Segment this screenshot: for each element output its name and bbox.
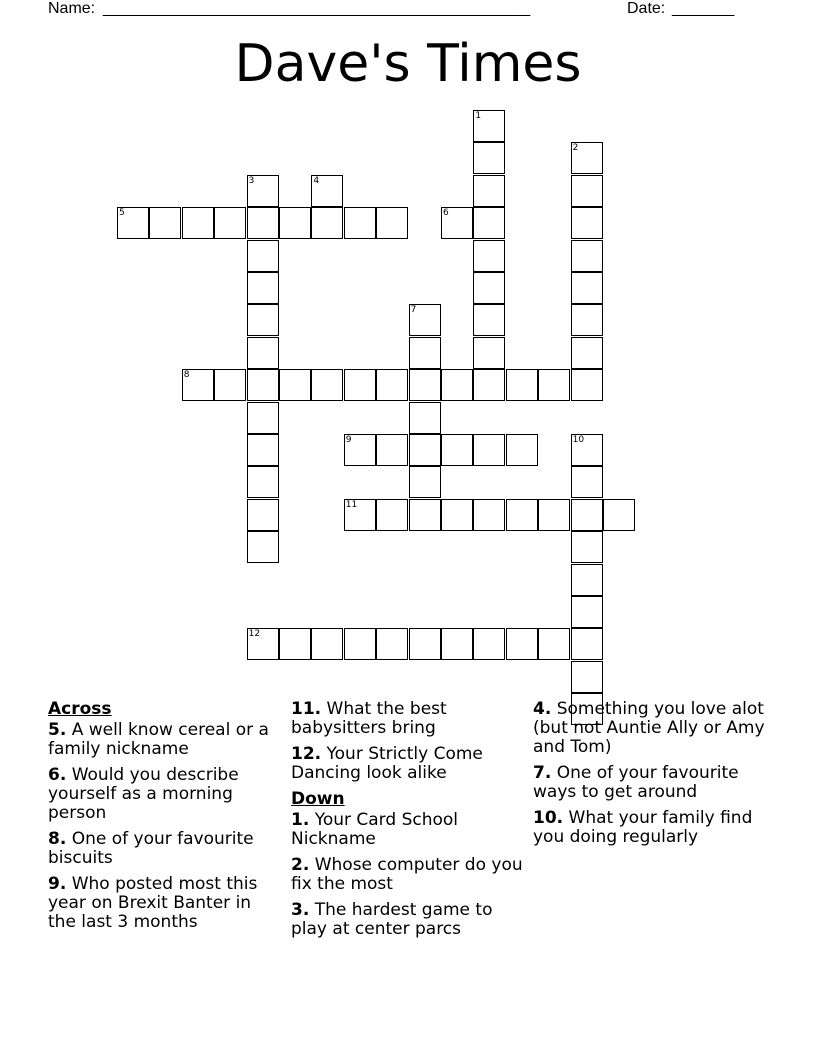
grid-cell[interactable] xyxy=(409,369,441,401)
grid-cell[interactable] xyxy=(376,434,408,466)
grid-cell[interactable] xyxy=(409,337,441,369)
grid-cell[interactable] xyxy=(473,175,505,207)
grid-cell[interactable] xyxy=(182,207,214,239)
cell-number: 6 xyxy=(443,208,449,219)
clue-text: The hardest game to play at center parcs xyxy=(291,900,493,939)
grid-cell[interactable] xyxy=(538,369,570,401)
clue-down-3 xyxy=(291,901,523,939)
grid-cell[interactable] xyxy=(311,369,343,401)
grid-cell[interactable] xyxy=(571,531,603,563)
grid-cell[interactable] xyxy=(571,564,603,596)
grid-cell[interactable] xyxy=(538,499,570,531)
name-label: Name: xyxy=(48,0,96,17)
grid-cell[interactable] xyxy=(247,434,279,466)
cell-number: 12 xyxy=(248,629,261,640)
clue-across-9 xyxy=(48,875,280,932)
grid-cell[interactable] xyxy=(149,207,181,239)
grid-cell[interactable] xyxy=(441,207,473,239)
grid-cell[interactable] xyxy=(247,175,279,207)
clue-number: 9. xyxy=(48,874,67,894)
grid-cell[interactable] xyxy=(376,369,408,401)
grid-cell[interactable] xyxy=(506,434,538,466)
grid-cell[interactable] xyxy=(344,499,376,531)
across-heading: Across xyxy=(48,699,112,719)
grid-cell[interactable] xyxy=(409,466,441,498)
grid-cell[interactable] xyxy=(473,369,505,401)
clues-column-1 xyxy=(48,700,280,939)
grid-cell[interactable] xyxy=(538,628,570,660)
grid-cell[interactable] xyxy=(214,207,246,239)
clue-number: 2. xyxy=(291,855,310,875)
clue-number: 11. xyxy=(291,699,322,719)
cell-number: 4 xyxy=(313,175,320,186)
grid-cell[interactable] xyxy=(441,628,473,660)
cell-number: 8 xyxy=(183,370,190,381)
clue-across-8 xyxy=(48,830,280,868)
grid-cell[interactable] xyxy=(247,499,279,531)
cell-number: 3 xyxy=(248,175,255,186)
grid-cell[interactable] xyxy=(247,369,279,401)
grid-cell[interactable] xyxy=(247,628,279,660)
grid-cell[interactable] xyxy=(247,337,279,369)
clue-number: 8. xyxy=(48,829,67,849)
clue-text: A well know cereal or a family nickname xyxy=(48,720,269,759)
grid-cell[interactable] xyxy=(571,628,603,660)
grid-cell[interactable] xyxy=(409,402,441,434)
clue-text: What the best babysitters bring xyxy=(291,699,447,738)
clue-text: One of your favourite ways to get around xyxy=(533,763,739,802)
clues-column-2 xyxy=(291,700,523,946)
grid-cell[interactable] xyxy=(311,175,343,207)
cell-number: 2 xyxy=(572,143,579,154)
date-field-line[interactable]: _______ xyxy=(672,0,735,17)
grid-cell[interactable] xyxy=(571,240,603,272)
grid-cell[interactable] xyxy=(571,304,603,336)
clue-text: Would you describe yourself as a morning person xyxy=(48,765,239,823)
down-heading: Down xyxy=(291,789,345,809)
grid-cell[interactable] xyxy=(279,369,311,401)
clue-number: 5. xyxy=(48,720,67,740)
grid-cell[interactable] xyxy=(409,434,441,466)
clue-across-12 xyxy=(291,745,523,783)
clue-across-5 xyxy=(48,721,280,759)
clue-text: One of your favourite biscuits xyxy=(48,829,254,868)
grid-cell[interactable] xyxy=(473,142,505,174)
grid-cell[interactable] xyxy=(571,369,603,401)
grid-cell[interactable] xyxy=(376,207,408,239)
clue-number: 7. xyxy=(533,763,552,783)
grid-cell[interactable] xyxy=(214,369,246,401)
grid-cell[interactable] xyxy=(182,369,214,401)
clue-text: Who posted most this year on Brexit Banter in the last 3 months xyxy=(48,874,258,932)
grid-cell[interactable] xyxy=(473,240,505,272)
grid-cell[interactable] xyxy=(571,272,603,304)
grid-cell[interactable] xyxy=(571,466,603,498)
clue-text: Your Strictly Come Dancing look alike xyxy=(291,744,483,783)
grid-cell[interactable] xyxy=(117,207,149,239)
clue-number: 4. xyxy=(533,699,552,719)
grid-cell[interactable] xyxy=(376,628,408,660)
date-label: Date: xyxy=(627,0,666,17)
grid-cell[interactable] xyxy=(247,531,279,563)
cell-number: 1 xyxy=(475,111,482,121)
clue-across-11 xyxy=(291,700,523,738)
grid-cell[interactable] xyxy=(473,499,505,531)
grid-cell[interactable] xyxy=(441,499,473,531)
clue-text: Whose computer do you fix the most xyxy=(291,855,523,894)
grid-cell[interactable] xyxy=(441,434,473,466)
grid-cell[interactable] xyxy=(473,272,505,304)
clue-down-10 xyxy=(533,809,765,847)
grid-cell[interactable] xyxy=(409,628,441,660)
grid-cell[interactable] xyxy=(506,628,538,660)
cell-number: 11 xyxy=(345,499,358,510)
grid-cell[interactable] xyxy=(344,628,376,660)
grid-cell[interactable] xyxy=(409,499,441,531)
clue-down-7 xyxy=(533,764,765,802)
grid-cell[interactable] xyxy=(376,499,408,531)
clue-number: 10. xyxy=(533,808,564,828)
cell-number: 5 xyxy=(119,208,125,219)
clue-down-2 xyxy=(291,856,523,894)
grid-cell[interactable] xyxy=(571,434,603,466)
grid-cell[interactable] xyxy=(571,661,603,693)
clue-text: What your family find you doing regularly xyxy=(533,808,753,847)
clue-number: 12. xyxy=(291,744,322,764)
grid-cell[interactable] xyxy=(571,499,603,531)
grid-cell[interactable] xyxy=(279,628,311,660)
grid-cell[interactable] xyxy=(441,369,473,401)
grid-cell[interactable] xyxy=(571,596,603,628)
grid-cell[interactable] xyxy=(506,499,538,531)
clue-number: 3. xyxy=(291,900,310,920)
clue-text: Your Card School Nickname xyxy=(291,810,459,849)
grid-cell[interactable] xyxy=(571,142,603,174)
grid-cell[interactable] xyxy=(247,466,279,498)
cell-number: 7 xyxy=(410,305,417,316)
grid-cell[interactable] xyxy=(279,207,311,239)
grid-cell[interactable] xyxy=(571,207,603,239)
grid-cell[interactable] xyxy=(344,434,376,466)
grid-cell[interactable] xyxy=(247,207,279,239)
grid-cell[interactable] xyxy=(247,402,279,434)
grid-cell[interactable] xyxy=(473,337,505,369)
grid-cell[interactable] xyxy=(603,499,635,531)
grid-cell[interactable] xyxy=(409,304,441,336)
grid-cell[interactable] xyxy=(506,369,538,401)
clues-column-3 xyxy=(533,700,765,854)
puzzle-title: Dave's Times xyxy=(234,34,582,94)
grid-cell[interactable] xyxy=(571,175,603,207)
clue-down-4 xyxy=(533,700,765,757)
cell-number: 9 xyxy=(345,435,352,445)
name-field-line[interactable]: ________________________________________________ xyxy=(103,0,531,17)
grid-cell[interactable] xyxy=(473,628,505,660)
clue-number: 1. xyxy=(291,810,310,830)
grid-cell[interactable] xyxy=(473,110,505,142)
clue-across-6 xyxy=(48,766,280,823)
grid-cell[interactable] xyxy=(344,369,376,401)
clue-number: 6. xyxy=(48,765,67,785)
grid-cell[interactable] xyxy=(473,207,505,239)
grid-cell[interactable] xyxy=(571,337,603,369)
grid-cell[interactable] xyxy=(247,240,279,272)
clue-down-1 xyxy=(291,811,523,849)
grid-cell[interactable] xyxy=(311,628,343,660)
grid-cell[interactable] xyxy=(473,434,505,466)
grid-cell[interactable] xyxy=(247,304,279,336)
clue-text: Something you love alot (but not Auntie Ally or Amy and Tom) xyxy=(533,699,765,757)
cell-number: 10 xyxy=(572,435,585,445)
grid-cell[interactable] xyxy=(344,207,376,239)
grid-cell[interactable] xyxy=(247,272,279,304)
grid-cell[interactable] xyxy=(311,207,343,239)
grid-cell[interactable] xyxy=(473,304,505,336)
